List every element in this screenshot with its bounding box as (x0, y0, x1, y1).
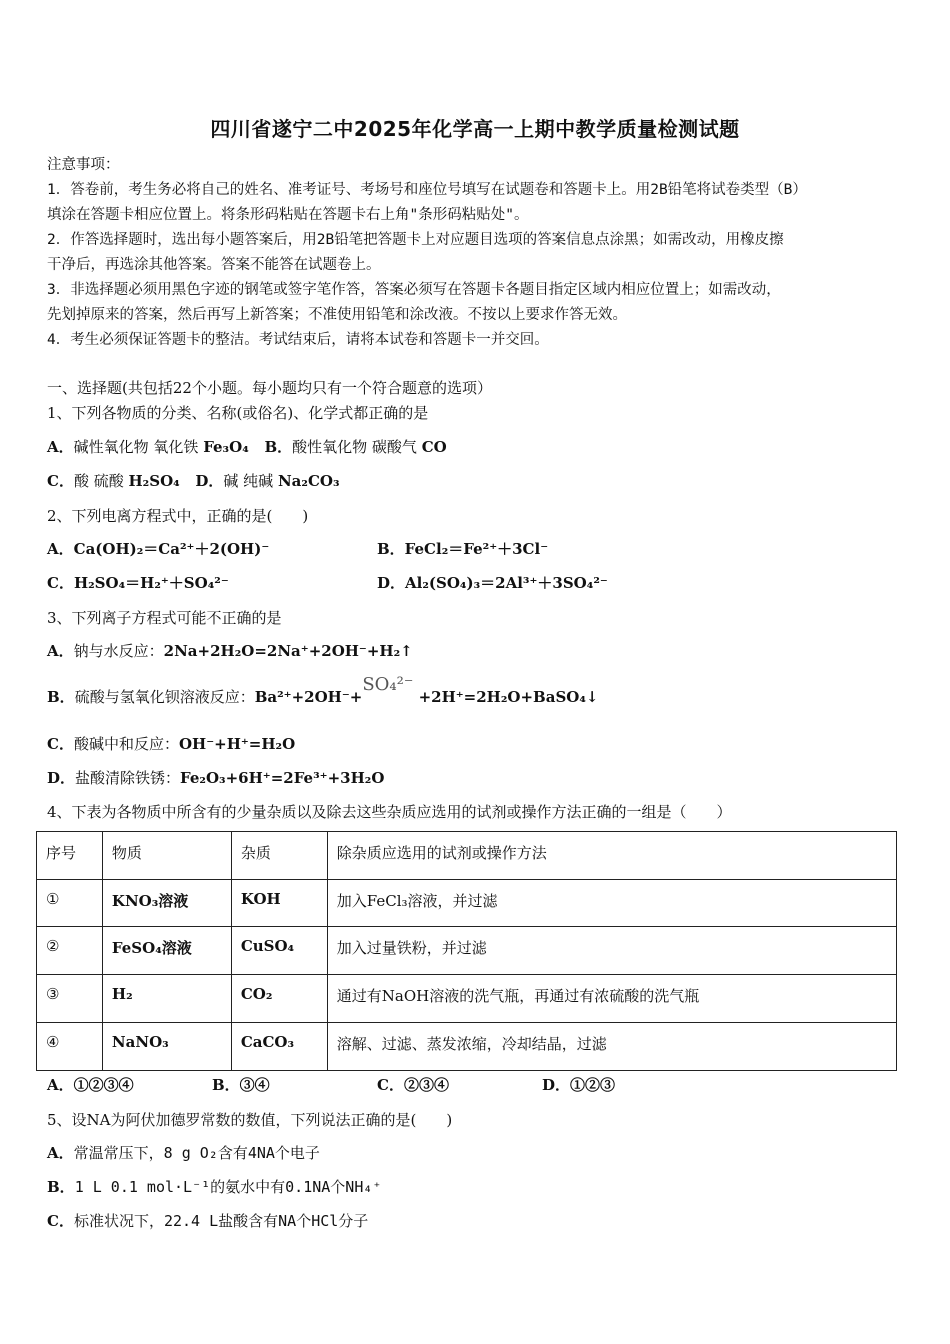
question-3-option-a (47, 640, 413, 661)
question-5-option-a (47, 1142, 320, 1163)
question-5-option-b (47, 1176, 381, 1197)
table-header-cell: 序号 (37, 832, 103, 880)
option-a-text: 常温常压下，8 g O₂含有4NA个电子 (73, 1144, 320, 1162)
question-1-options-ab (47, 436, 447, 457)
option-label: A． (47, 642, 74, 660)
notice-line: 2．作答选择题时，选出每小题答案后，用2B铅笔把答题卡上对应题目选项的答案信息点涂黑；如需改动，用橡皮擦 (47, 232, 784, 248)
table-cell-substance: FeSO₄溶液 (102, 927, 231, 975)
table-cell-method: 溶解、过滤、蒸发浓缩，冷却结晶，过滤 (327, 1023, 896, 1071)
question-2-option-a: A．Ca(OH)₂＝Ca²⁺＋2(OH)⁻ (47, 540, 270, 558)
table-cell-substance: NaNO₃ (102, 1023, 231, 1071)
question-5-stem: 5、设NA为阿伏加德罗常数的数值，下列说法正确的是( ) (47, 1111, 453, 1129)
table-header-row (37, 832, 897, 880)
option-a-text: 钠与水反应： (73, 642, 164, 660)
option-label: A． (47, 438, 74, 456)
question-4-option-c: C．②③④ (377, 1076, 449, 1094)
notice-heading: 注意事项： (47, 157, 120, 173)
option-b-equation-part2: +2H⁺=2H₂O+BaSO₄↓ (413, 688, 599, 706)
table-row (37, 880, 897, 927)
question-4-stem: 4、下表为各物质中所含有的少量杂质以及除去这些杂质应选用的试剂或操作方法正确的一组是（ ） (47, 803, 732, 821)
option-c-formula: H₂SO₄ (128, 472, 180, 490)
question-2-option-c: C．H₂SO₄＝H₂⁺＋SO₄²⁻ (47, 574, 229, 592)
notice-line: 先划掉原来的答案，然后再写上新答案；不准使用铅笔和涂改液。不按以上要求作答无效。 (47, 307, 627, 323)
question-4-option-a: A．①②③④ (47, 1076, 134, 1094)
question-5-option-c (47, 1210, 368, 1231)
option-label: B． (264, 438, 293, 456)
question-4-option-d: D．①②③ (542, 1076, 616, 1094)
option-c-equation: OH⁻+H⁺=H₂O (178, 735, 296, 753)
question-3-option-b (47, 674, 599, 707)
question-3-option-c (47, 733, 295, 754)
option-c-text: 酸 硫酸 (73, 472, 129, 490)
table-cell-substance: KNO₃溶液 (102, 880, 231, 927)
table-row (37, 927, 897, 975)
table-cell-method: 加入过量铁粉，并过滤 (327, 927, 896, 975)
notice-line: 4．考生必须保证答题卡的整洁。考试结束后，请将本试卷和答题卡一并交回。 (47, 332, 549, 348)
impurity-table (36, 831, 897, 1071)
table-row (37, 1023, 897, 1071)
option-label: D． (195, 472, 224, 490)
table-header-cell: 杂质 (231, 832, 327, 880)
table-cell-index: ① (37, 880, 103, 927)
option-b-equation-part1: Ba²⁺+2OH⁻+ (254, 688, 363, 706)
option-label: B． (47, 688, 75, 706)
option-a-equation: 2Na+2H₂O=2Na⁺+2OH⁻+H₂↑ (163, 642, 413, 660)
sulfate-ion-image: SO₄²⁻ (362, 674, 414, 695)
option-label: B． (47, 1178, 75, 1196)
option-label: C． (47, 735, 74, 753)
table-header-cell: 除杂质应选用的试剂或操作方法 (327, 832, 896, 880)
question-2-option-d: D．Al₂(SO₄)₃＝2Al³⁺＋3SO₄²⁻ (377, 574, 608, 592)
option-a-text: 碱性氧化物 氧化铁 (73, 438, 204, 456)
notice-line: 1．答卷前，考生务必将自己的姓名、准考证号、考场号和座位号填写在试题卷和答题卡上。用2B铅笔将试卷类型（B） (47, 182, 807, 198)
table-cell-method: 通过有NaOH溶液的洗气瓶，再通过有浓硫酸的洗气瓶 (327, 975, 896, 1023)
table-cell-index: ④ (37, 1023, 103, 1071)
page-title: 四川省遂宁二中2025年化学高一上期中教学质量检测试题 (210, 117, 740, 141)
table-cell-impurity: KOH (231, 880, 327, 927)
option-c-text: 标准状况下，22.4 L盐酸含有NA个HCl分子 (73, 1212, 369, 1230)
table-cell-impurity: CuSO₄ (231, 927, 327, 975)
question-4-option-b: B．③④ (212, 1076, 270, 1094)
option-b-formula: CO (421, 438, 447, 456)
question-2-stem: 2、下列电离方程式中，正确的是( ) (47, 507, 309, 525)
question-3-stem: 3、下列离子方程式可能不正确的是 (47, 609, 282, 627)
notice-line: 3．非选择题必须用黑色字迹的钢笔或签字笔作答，答案必须写在答题卡各题目指定区域内相应位置上；如需改动， (47, 282, 781, 298)
option-label: C． (47, 1212, 74, 1230)
table-cell-index: ② (37, 927, 103, 975)
table-cell-impurity: CO₂ (231, 975, 327, 1023)
option-label: C． (47, 472, 74, 490)
table-cell-impurity: CaCO₃ (231, 1023, 327, 1071)
option-b-text: 硫酸与氢氧化钡溶液反应： (74, 688, 255, 706)
notice-line: 干净后，再选涂其他答案。答案不能答在试题卷上。 (47, 257, 381, 273)
question-1-stem: 1、下列各物质的分类、名称(或俗名)、化学式都正确的是 (47, 404, 429, 422)
table-cell-method: 加入FeCl₃溶液，并过滤 (327, 880, 896, 927)
table-cell-index: ③ (37, 975, 103, 1023)
table-cell-substance: H₂ (102, 975, 231, 1023)
question-3-option-d (47, 767, 384, 788)
option-a-formula: Fe₃O₄ (203, 438, 249, 456)
option-d-text: 碱 纯碱 (223, 472, 278, 490)
section-heading: 一、选择题(共包括22个小题。每小题均只有一个符合题意的选项） (47, 379, 492, 397)
question-2-option-b: B．FeCl₂＝Fe²⁺＋3Cl⁻ (377, 540, 549, 558)
option-d-equation: Fe₂O₃+6H⁺=2Fe³⁺+3H₂O (180, 769, 385, 787)
option-label: D． (47, 769, 76, 787)
table-header-cell: 物质 (102, 832, 231, 880)
option-d-text: 盐酸清除铁锈： (75, 769, 181, 787)
table-row (37, 975, 897, 1023)
option-b-text: 酸性氧化物 碳酸气 (292, 438, 422, 456)
option-c-text: 酸碱中和反应： (73, 735, 179, 753)
question-1-options-cd (47, 470, 340, 491)
notice-line: 填涂在答题卡相应位置上。将条形码粘贴在答题卡右上角"条形码粘贴处"。 (47, 207, 529, 223)
option-d-formula: Na₂CO₃ (277, 472, 340, 490)
option-label: A． (47, 1144, 74, 1162)
option-b-text: 1 L 0.1 mol·L⁻¹的氨水中有0.1NA个NH₄⁺ (74, 1178, 382, 1196)
